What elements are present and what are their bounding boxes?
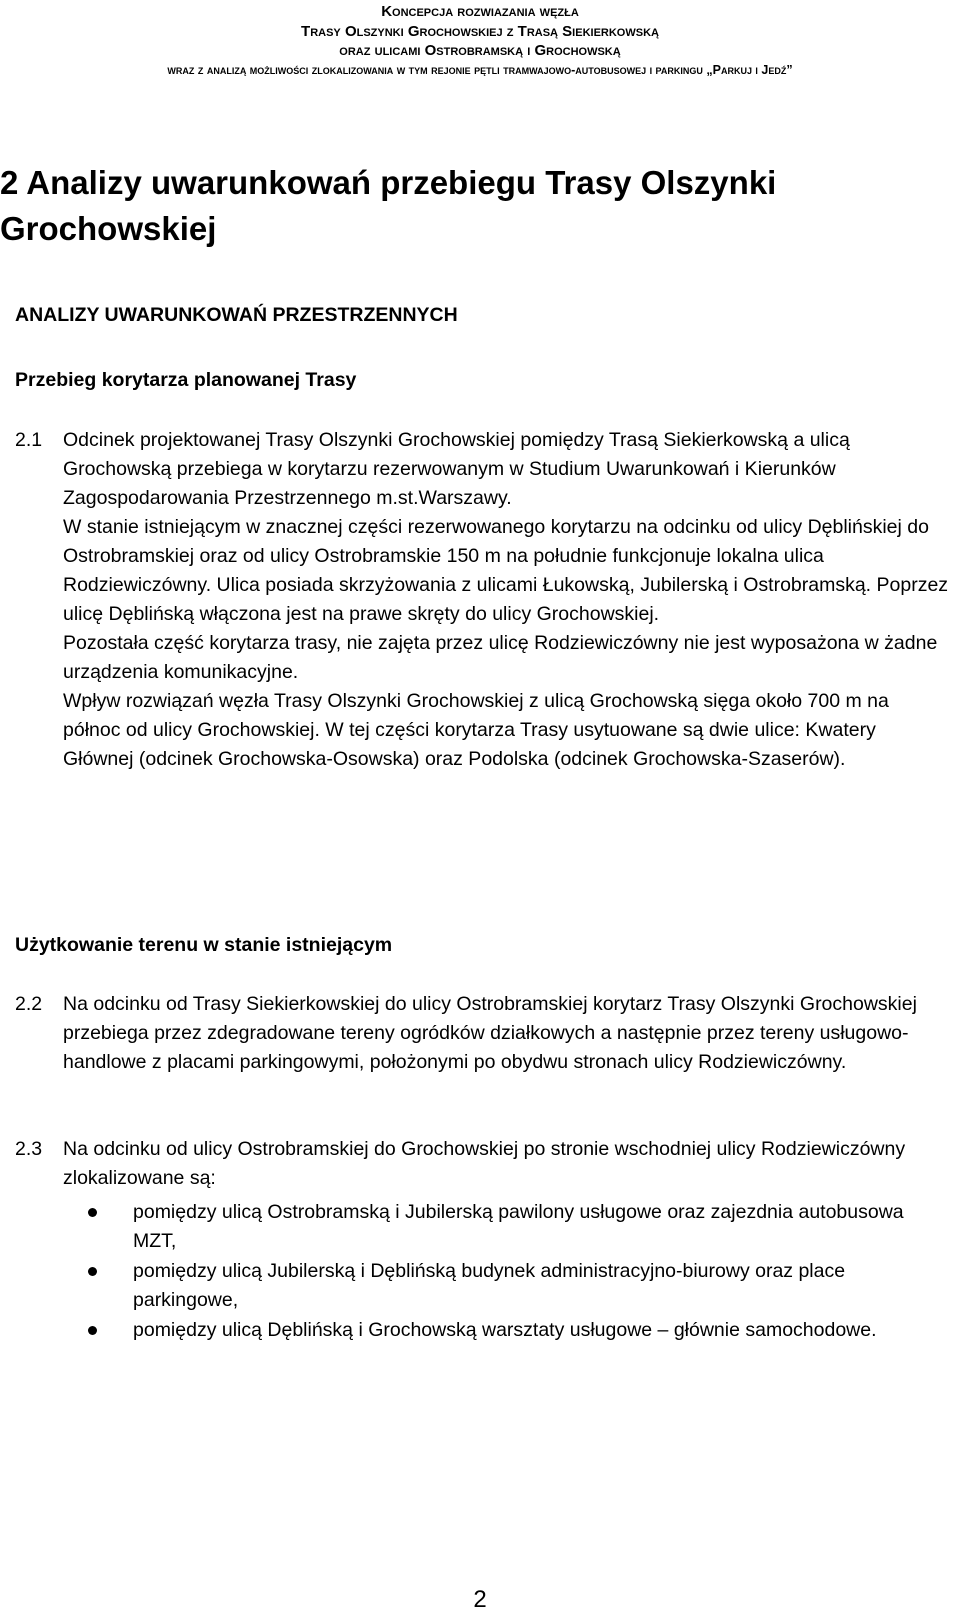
section-2-2 bbox=[15, 990, 950, 1077]
paragraph: Odcinek projektowanej Trasy Olszynki Grochowskiej pomiędzy Trasą Siekierkowską a ulicą Grochowską przebiega w korytarzu rezerwowanym w Studium Uwarunkowań i Kierunków Zagospodarowania Przestrzennego m.st.Warszawy. bbox=[63, 429, 850, 509]
section-body bbox=[63, 1135, 950, 1345]
list-item bbox=[63, 1316, 950, 1345]
page-number: 2 bbox=[473, 1586, 487, 1613]
list-item bbox=[63, 1257, 950, 1315]
subheading-corridor: Przebieg korytarza planowanej Trasy bbox=[15, 369, 357, 391]
bullet-icon bbox=[88, 1267, 97, 1276]
paragraph: Na odcinku od Trasy Siekierkowskiej do ulicy Ostrobramskiej korytarz Trasy Olszynki Grochowskiej przebiega przez zdegradowane tereny ogródków działkowych a następnie przez tereny usługowo-handlowe z placami parkingowymi, położonymi po obydwu stronach ulicy Rodziewiczówny. bbox=[63, 993, 917, 1073]
header-line-2: Trasy Olszynki Grochowskiej z Trasą Siekierkowską bbox=[301, 22, 659, 40]
header-line-4: wraz z analizą możliwości zlokalizowania w tym rejonie pętli tramwajowo-autobusowej i parkingu „Parkuj i Jedź” bbox=[167, 62, 793, 77]
paragraph: W stanie istniejącym w znacznej części rezerwowanego korytarzu na odcinku od ulicy Dęblińskiej do Ostrobramskiej oraz od ulicy Ostrobramskie 150 m na południe funkcjonuje lokalna ulica Rodziewiczówny. Ulica posiada skrzyżowania z ulicami Łukowską, Jubilerską i Ostrobramską. Poprzez ulicę Dęblińską włączona jest na prawe skręty do ulicy Grochowskiej. bbox=[63, 516, 949, 625]
section-number: 2.2 bbox=[15, 993, 43, 1015]
bullet-icon bbox=[88, 1208, 97, 1217]
bullet-list bbox=[63, 1198, 950, 1345]
subheading-land-use: Użytkowanie terenu w stanie istniejącym bbox=[15, 934, 393, 956]
document-header bbox=[0, 2, 960, 80]
list-item-text: pomiędzy ulicą Dęblińską i Grochowską warsztaty usługowe – głównie samochodowe. bbox=[133, 1319, 877, 1341]
section-2-3 bbox=[15, 1135, 950, 1346]
section-body bbox=[63, 990, 950, 1077]
list-item bbox=[63, 1198, 950, 1256]
chapter-title: 2 Analizy uwarunkowań przebiegu Trasy Olszynki Grochowskiej bbox=[0, 164, 777, 247]
paragraph: Na odcinku od ulicy Ostrobramskiej do Grochowskiej po stronie wschodniej ulicy Rodziewiczówny zlokalizowane są: bbox=[63, 1138, 906, 1189]
section-number: 2.3 bbox=[15, 1138, 43, 1160]
section-body bbox=[63, 426, 950, 774]
list-item-text: pomiędzy ulicą Ostrobramską i Jubilerską pawilony usługowe oraz zajezdnia autobusowa MZT, bbox=[133, 1201, 904, 1252]
subheading-analysis: ANALIZY UWARUNKOWAŃ PRZESTRZENNYCH bbox=[15, 304, 458, 326]
header-line-1: Koncepcja rozwiazania węzła bbox=[381, 3, 579, 20]
bullet-icon bbox=[88, 1326, 97, 1335]
section-2-1 bbox=[15, 426, 950, 774]
header-line-3: oraz ulicami Ostrobramską i Grochowską bbox=[339, 42, 621, 59]
paragraph: Wpływ rozwiązań węzła Trasy Olszynki Grochowskiej z ulicą Grochowską sięga około 700 m na północ od ulicy Grochowskiej. W tej części korytarza Trasy usytuowane są dwie ulice: Kwatery Głównej (odcinek Grochowska-Osowska) oraz Podolska (odcinek Grochowska-Szaserów). bbox=[63, 690, 889, 770]
paragraph: Pozostała część korytarza trasy, nie zajęta przez ulicę Rodziewiczówny nie jest wyposażona w żadne urządzenia komunikacyjne. bbox=[63, 632, 938, 683]
list-item-text: pomiędzy ulicą Jubilerską i Dęblińską budynek administracyjno-biurowy oraz place parkingowe, bbox=[133, 1260, 846, 1311]
section-number: 2.1 bbox=[15, 429, 43, 451]
